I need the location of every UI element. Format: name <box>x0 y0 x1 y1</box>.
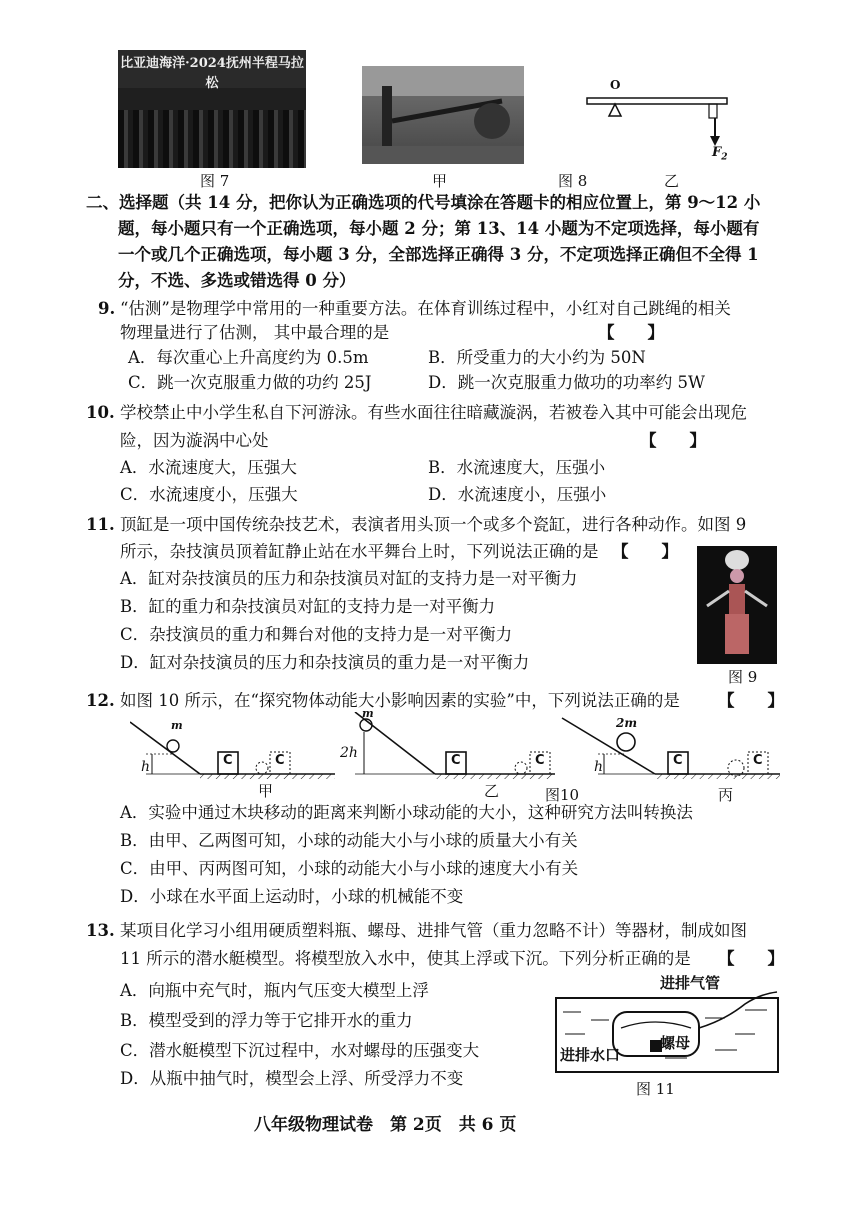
q10-option-b[interactable]: B．水流速度大，压强小 <box>428 458 606 477</box>
q12-answer-bracket[interactable]: 【 】 <box>718 691 784 710</box>
q13-option-b[interactable]: B．模型受到的浮力等于它排开水的重力 <box>120 1011 413 1030</box>
q9-answer-bracket[interactable]: 【 】 <box>598 323 664 342</box>
q9-stem-line-1: “估测”是物理学中常用的一种重要方法。在体育训练过程中，小红对自己跳绳的相关 <box>120 299 731 318</box>
figure-10-bing-moved-block-label: C <box>753 753 763 768</box>
q13-answer-bracket[interactable]: 【 】 <box>718 949 784 968</box>
q13-option-c[interactable]: C．潜水艇模型下沉过程中，水对螺母的压强变大 <box>120 1041 480 1060</box>
figure-11-pipe-label: 进排气管 <box>660 974 721 992</box>
figure-10-jia-moved-block-label: C <box>275 753 285 768</box>
figure-10-yi-mass-label: m <box>362 707 374 720</box>
q11-option-a[interactable]: A．缸对杂技演员的压力和杂技演员对缸的支持力是一对平衡力 <box>120 569 578 588</box>
figure-9-caption: 图 9 <box>728 668 758 686</box>
q10-option-d[interactable]: D．水流速度小，压强小 <box>428 485 607 504</box>
q9-option-b[interactable]: B．所受重力的大小约为 50N <box>428 348 646 367</box>
figure-10-yi-moved-block-label: C <box>535 753 545 768</box>
figure-10-caption: 图10 <box>545 786 580 804</box>
q9-option-d[interactable]: D．跳一次克服重力做功的功率约 5W <box>428 373 705 392</box>
figure-10-bing-mass-label: 2m <box>616 716 638 730</box>
figure-10-jia-block-label: C <box>223 753 233 768</box>
figure-10-bing-height-label: h <box>594 759 604 775</box>
q12-stem-line-1: 如图 10 所示，在“探究物体动能大小影响因素的实验”中，下列说法正确的是 <box>120 691 680 710</box>
q13-number: 13. <box>86 921 115 940</box>
q11-stem-line-1: 顶缸是一项中国传统杂技艺术，表演者用头顶一个或多个瓷缸，进行各种动作。如图 9 <box>120 515 747 534</box>
figure-10-bing-caption: 丙 <box>718 786 734 804</box>
figure-8-f2-label <box>712 146 728 165</box>
section-2-line-3: 一个或几个正确选项，每小题 3 分，全部选择正确得 3 分，不定项选择正确但不全得 1 <box>118 245 759 264</box>
figure-8-jia-label: 甲 <box>432 172 448 190</box>
figure-10-bing-block-label: C <box>673 753 683 768</box>
q11-option-b[interactable]: B．缸的重力和杂技演员对缸的支持力是一对平衡力 <box>120 597 496 616</box>
q9-stem-line-2: 物理量进行了估测， 其中最合理的是 <box>120 323 390 342</box>
figure-7-crowd <box>118 110 306 168</box>
figure-10-diagram <box>130 712 790 790</box>
figure-7-photo <box>118 50 306 168</box>
figure-8-f2-sub: 2 <box>721 152 728 163</box>
q11-number: 11. <box>86 515 115 534</box>
figure-10-jia-mass-label: m <box>171 719 183 732</box>
q9-option-c[interactable]: C．跳一次克服重力做的功约 25J <box>128 373 372 392</box>
figure-11-inlet-label: 进排水口 <box>560 1046 621 1064</box>
q12-number: 12. <box>86 691 115 710</box>
q13-stem-line-1: 某项目化学习小组用硬质塑料瓶、螺母、进排气管（重力忽略不计）等器材，制成如图 <box>120 921 747 940</box>
figure-8-o-label: O <box>610 78 621 92</box>
section-2-line-2: 题，每小题只有一个正确选项，每小题 2 分；第 13、14 小题为不定项选择，每小题有 <box>118 219 760 238</box>
q10-stem-line-1: 学校禁止中小学生私自下河游泳。有些水面往往暗藏漩涡，若被卷入其中可能会出现危 <box>120 403 747 422</box>
q10-stem-line-2: 险，因为漩涡中心处 <box>120 431 269 450</box>
q12-option-b[interactable]: B．由甲、乙两图可知，小球的动能大小与小球的质量大小有关 <box>120 831 578 850</box>
q11-option-c[interactable]: C．杂技演员的重力和舞台对他的支持力是一对平衡力 <box>120 625 513 644</box>
q11-answer-bracket[interactable]: 【 】 <box>612 542 678 561</box>
q13-option-a[interactable]: A．向瓶中充气时，瓶内气压变大模型上浮 <box>120 981 429 1000</box>
figure-10-yi-caption: 乙 <box>484 782 500 800</box>
figure-10-jia-height-label: h <box>141 759 151 775</box>
figure-8-f2-letter: F <box>712 145 722 160</box>
figure-8-photo-art <box>362 66 524 164</box>
figure-9-acrobat-art <box>697 546 777 664</box>
q10-number: 10. <box>86 403 115 422</box>
section-2-line-4: 分，不选、多选或错选得 0 分） <box>118 271 356 290</box>
figure-10-yi-block-label: C <box>451 753 461 768</box>
q11-option-d[interactable]: D．缸对杂技演员的压力和杂技演员的重力是一对平衡力 <box>120 653 530 672</box>
figure-10-jia-caption: 甲 <box>258 782 274 800</box>
q9-number: 9. <box>98 299 116 318</box>
q12-option-d[interactable]: D．小球在水平面上运动时，小球的机械能不变 <box>120 887 464 906</box>
q9-option-a[interactable]: A．每次重心上升高度约为 0.5m <box>128 348 369 367</box>
q10-option-c[interactable]: C．水流速度小，压强大 <box>120 485 298 504</box>
q12-option-a[interactable]: A．实验中通过木块移动的距离来判断小球动能的大小，这种研究方法叫转换法 <box>120 803 693 822</box>
q13-option-d[interactable]: D．从瓶中抽气时，模型会上浮、所受浮力不变 <box>120 1069 464 1088</box>
figure-7-caption: 图 7 <box>200 172 230 190</box>
figure-9-photo <box>697 546 777 664</box>
figure-10-jia <box>130 719 335 779</box>
figure-11-caption: 图 11 <box>636 1080 675 1098</box>
figure-7-banner-text: 比亚迪海洋·2024抚州半程马拉松 <box>120 56 304 91</box>
figure-8-photo <box>362 66 524 164</box>
figure-11-nut-label: 螺母 <box>660 1034 691 1052</box>
figure-8-yi-label: 乙 <box>664 172 680 190</box>
q10-answer-bracket[interactable]: 【 】 <box>640 431 706 450</box>
page-footer: 八年级物理试卷 第 2页 共 6 页 <box>254 1115 517 1135</box>
q12-option-c[interactable]: C．由甲、丙两图可知，小球的动能大小与小球的速度大小有关 <box>120 859 579 878</box>
figure-8-caption: 图 8 <box>558 172 588 190</box>
q10-option-a[interactable]: A．水流速度大，压强大 <box>120 458 297 477</box>
q11-stem-line-2: 所示，杂技演员顶着缸静止站在水平舞台上时，下列说法正确的是 <box>120 542 599 561</box>
figure-10-yi-height-label: 2h <box>340 745 358 761</box>
q13-stem-line-2: 11 所示的潜水艇模型。将模型放入水中，使其上浮或下沉。下列分析正确的是 <box>120 949 691 968</box>
section-2-line-1: 二、选择题（共 14 分，把你认为正确选项的代号填涂在答题卡的相应位置上，第 9～12 小 <box>86 193 761 212</box>
